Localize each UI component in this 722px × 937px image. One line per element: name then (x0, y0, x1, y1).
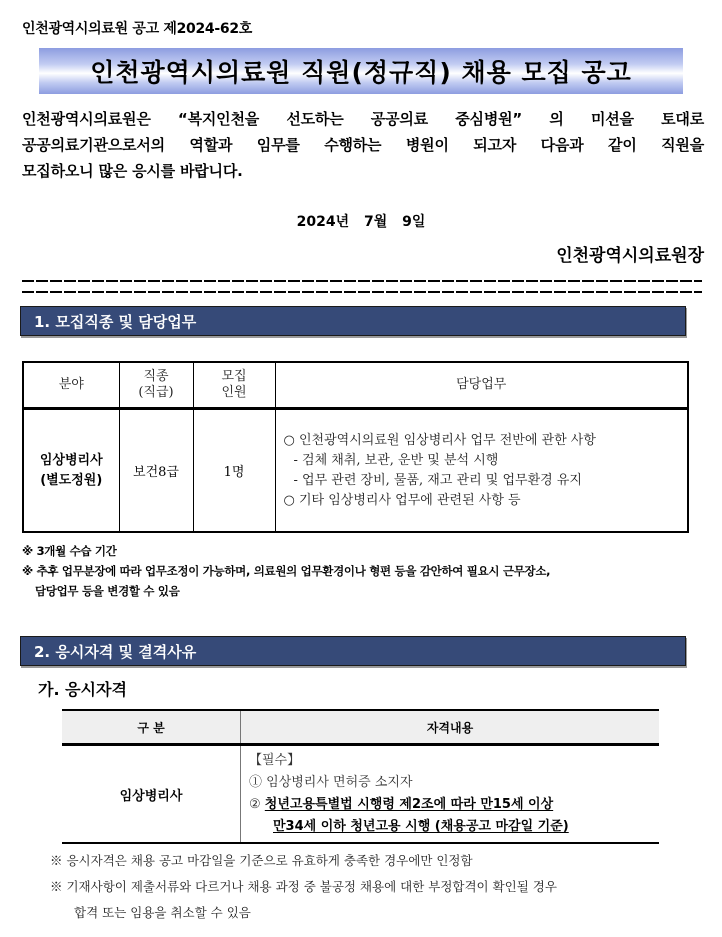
intro-line: 모집하오니 많은 응시를 바랍니다. (22, 162, 243, 180)
intro-paragraph (22, 106, 704, 184)
intro-line: 인천광역시의료원은 “복지인천을 선도하는 공공의료 중심병원” 의 미션을 토대로 (22, 110, 704, 128)
notice-number: 인천광역시의료원 공고 제2024-62호 (22, 21, 252, 37)
duty-item: ○ 인천광역시의료원 임상병리사 업무 전반에 관한 사항 (283, 432, 596, 448)
cell-field: 임상병리사 (별도정원) (23, 409, 119, 533)
table-header-row (62, 710, 659, 745)
recruitment-table (22, 361, 689, 533)
qualification-item (249, 794, 658, 816)
double-line-divider (22, 280, 702, 293)
section-2-notes (50, 848, 557, 926)
circled-number: ② (249, 797, 265, 812)
notice-date: 2024년 7월 9일 (296, 214, 426, 230)
cell-category: 임상병리사 (62, 745, 241, 844)
page-title: 인천광역시의료원 직원(정규직) 채용 모집 공고 (90, 58, 632, 87)
title-banner (39, 48, 683, 94)
note-line: ※ 3개월 수습 기간 (22, 544, 117, 558)
qualification-item-continued: 만34세 이하 청년고용 시행 (채용공고 마감일 기준) (273, 819, 569, 834)
section-2-heading (20, 636, 686, 666)
header-qualification: 자격내용 (241, 710, 660, 745)
header-job-type: 직종 (직급) (119, 362, 193, 409)
note-line: ※ 추후 업무분장에 따라 업무조정이 가능하며, 의료원의 업무환경이나 형편 등을 감안하여 필요시 근무장소, (22, 564, 551, 578)
section-1-title: 1. 모집직종 및 담당업무 (34, 312, 197, 331)
subsection-heading: 가. 응시자격 (38, 680, 127, 699)
note-line: ※ 응시자격은 채용 공고 마감일을 기준으로 유효하게 충족한 경우에만 인정함 (50, 853, 473, 868)
table-row (23, 409, 688, 533)
note-line: ※ 기재사항이 제출서류와 다르거나 채용 과정 중 불공정 채용에 대한 부정합격이 확인될 경우 (50, 879, 557, 894)
cell-count: 1명 (193, 409, 275, 533)
section-1-heading (20, 306, 686, 336)
signer: 인천광역시의료원장 (556, 246, 704, 266)
table-header-row (23, 362, 688, 409)
table-row (62, 745, 659, 844)
header-category: 구 분 (62, 710, 241, 745)
duty-subitem: - 업무 관련 장비, 물품, 재고 관리 및 업무환경 유지 (293, 472, 582, 488)
header-duties: 담당업무 (275, 362, 688, 409)
section-1-notes (22, 541, 550, 601)
note-line: 담당업무 등을 변경할 수 있음 (35, 584, 180, 598)
duty-item: ○ 기타 임상병리사 업무에 관련된 사항 등 (283, 492, 521, 508)
header-field: 분야 (23, 362, 119, 409)
cell-grade: 보건8급 (119, 409, 193, 533)
qualification-table (62, 709, 659, 844)
duty-subitem: - 검체 채취, 보관, 운반 및 분석 시행 (293, 452, 499, 468)
header-recruit-count: 모집 인원 (193, 362, 275, 409)
note-line: 합격 또는 임용을 취소할 수 있음 (74, 905, 251, 920)
section-2-title: 2. 응시자격 및 결격사유 (34, 642, 197, 661)
intro-line: 공공의료기관으로서의 역할과 임무를 수행하는 병원이 되고자 다음과 같이 직원을 (22, 136, 704, 154)
required-label: 【필수】 (249, 753, 301, 768)
cell-duties (275, 409, 688, 533)
emphasized-text: 청년고용특별법 시행령 제2조에 따라 만15세 이상 (264, 797, 554, 812)
cell-qualification (241, 745, 660, 844)
qualification-item: ① 임상병리사 면허증 소지자 (249, 775, 413, 790)
